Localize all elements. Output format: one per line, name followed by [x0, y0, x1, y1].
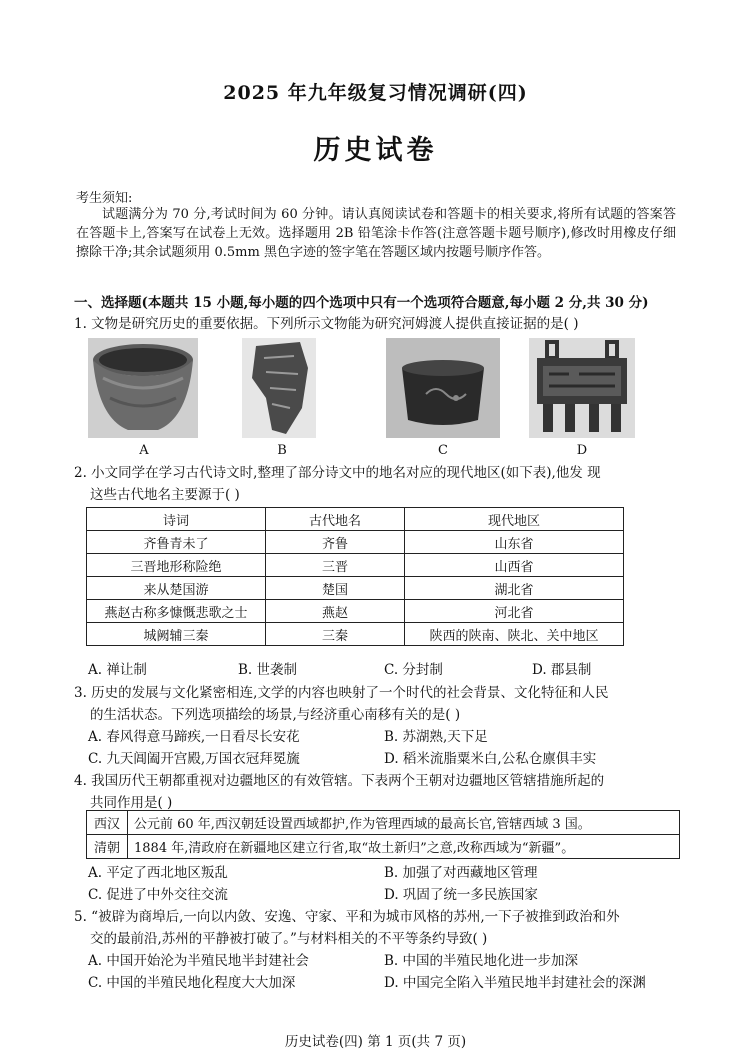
option-c: C. 促进了中外交往交流 — [88, 887, 228, 903]
notice-heading: 考生须知: — [76, 191, 133, 206]
question-1-stem: 1. 文物是研究历史的重要依据。下列所示文物能为研究河姆渡人提供直接证据的是( ) — [74, 316, 579, 332]
table-cell: 来从楚国游 — [87, 577, 266, 600]
table-cell: 楚国 — [266, 577, 405, 600]
artifact-a-pottery-bowl-image — [88, 338, 198, 438]
option-a: A. 禅让制 — [88, 662, 147, 678]
table-cell: 1884 年,清政府在新疆地区建立行省,取“故土新归”之意,改称西域为“新疆”。 — [128, 835, 680, 859]
question-2-stem-line-1: 2. 小文同学在学习古代诗文时,整理了部分诗文中的地名对应的现代地区(如下表),他发 现 — [74, 465, 601, 481]
artifact-b-bone-tool-image — [242, 338, 316, 438]
table-header-cell: 古代地名 — [266, 508, 405, 531]
option-b: B. 苏湖熟,天下足 — [384, 729, 488, 745]
option-c: C. 九天阊阖开宫殿,万国衣冠拜冕旒 — [88, 751, 300, 767]
artifact-d-label: D — [576, 443, 588, 458]
question-4-stem-line-1: 4. 我国历代王朝都重视对边疆地区的有效管辖。下表两个王朝对边疆地区管辖措施所起的 — [74, 773, 605, 789]
table-cell: 齐鲁 — [266, 531, 405, 554]
option-d: D. 中国完全陷入半殖民地半封建社会的深渊 — [384, 975, 646, 991]
table-cell: 湖北省 — [405, 577, 624, 600]
option-d: D. 郡县制 — [532, 662, 592, 678]
artifact-c-pottery-vessel-image — [386, 338, 500, 438]
question-4-stem-line-2: 共同作用是( ) — [90, 795, 173, 811]
table-cell: 城阙辅三秦 — [87, 623, 266, 646]
table-cell: 三晋 — [266, 554, 405, 577]
artifact-c-label: C — [438, 443, 448, 458]
table-row — [87, 811, 680, 835]
exam-title: 2025 年九年级复习情况调研(四) — [223, 82, 528, 104]
table-header-cell: 诗词 — [87, 508, 266, 531]
question-3-stem-line-1: 3. 历史的发展与文化紧密相连,文学的内容也映射了一个时代的社会背景、文化特征和人民 — [74, 685, 609, 701]
table-cell: 山西省 — [405, 554, 624, 577]
table-cell: 齐鲁青未了 — [87, 531, 266, 554]
artifact-d-bronze-ding-image — [529, 338, 635, 438]
question-2-stem-line-2: 这些古代地名主要源于( ) — [90, 487, 240, 503]
table-row — [87, 623, 624, 646]
question-2-table — [86, 507, 624, 646]
table-cell: 三秦 — [266, 623, 405, 646]
option-b: B. 世袭制 — [238, 662, 298, 678]
option-d: D. 稻米流脂粟米白,公私仓廪俱丰实 — [384, 751, 597, 767]
option-a: A. 春风得意马蹄疾,一日看尽长安花 — [88, 729, 300, 745]
table-row — [87, 531, 624, 554]
option-a: A. 平定了西北地区叛乱 — [88, 865, 228, 881]
table-cell: 三晋地形称险绝 — [87, 554, 266, 577]
notice-body: 试题满分为 70 分,考试时间为 60 分钟。请认真阅读试卷和答题卡的相关要求,将所有试题的答案答在答题卡上,答案写在试卷上无效。选择题用 2B 铅笔涂卡作答(注意答题卡题号顺序),修改时用橡皮仔细擦除干净;其余试题须用 0.5mm 黑色字迹的签字笔在答题区域内按题号顺序作答。 — [76, 207, 676, 260]
table-cell: 陕西的陕南、陕北、关中地区 — [405, 623, 624, 646]
table-header-cell: 现代地区 — [405, 508, 624, 531]
table-cell-era: 清朝 — [87, 835, 128, 859]
table-row — [87, 600, 624, 623]
question-4-table — [86, 810, 680, 859]
table-cell-era: 西汉 — [87, 811, 128, 835]
table-cell: 山东省 — [405, 531, 624, 554]
question-3 — [74, 682, 684, 726]
section-1-heading: 一、选择题(本题共 15 小题,每小题的四个选项中只有一个选项符合题意,每小题 2 分,共 30 分) — [74, 295, 649, 311]
question-1-artifacts — [0, 338, 751, 460]
table-cell: 河北省 — [405, 600, 624, 623]
table-row — [87, 554, 624, 577]
option-c: C. 分封制 — [384, 662, 443, 678]
option-a: A. 中国开始沦为半殖民地半封建社会 — [88, 953, 309, 969]
question-1 — [74, 313, 684, 335]
question-3-stem-line-2: 的生活状态。下列选项描绘的场景,与经济重心南移有关的是( ) — [90, 707, 461, 723]
table-row — [87, 835, 680, 859]
table-cell: 公元前 60 年,西汉朝廷设置西域都护,作为管理西域的最高长官,管辖西域 3 国。 — [128, 811, 680, 835]
table-header-row — [87, 508, 624, 531]
option-b: B. 中国的半殖民地化进一步加深 — [384, 953, 579, 969]
question-4 — [74, 770, 684, 814]
table-row — [87, 577, 624, 600]
question-5-stem-line-2: 交的最前沿,苏州的平静被打破了。”与材料相关的不平等条约导致( ) — [90, 931, 488, 947]
table-cell: 燕赵 — [266, 600, 405, 623]
table-cell: 燕赵古称多慷慨悲歌之士 — [87, 600, 266, 623]
exam-subject: 历史试卷 — [313, 135, 438, 166]
artifact-a-label: A — [139, 443, 149, 458]
option-c: C. 中国的半殖民地化程度大大加深 — [88, 975, 296, 991]
option-d: D. 巩固了统一多民族国家 — [384, 887, 538, 903]
question-5-stem-line-1: 5. “被辟为商埠后,一向以内敛、安逸、守家、平和为城市风格的苏州,一下子被推到政治和外 — [74, 909, 620, 925]
option-b: B. 加强了对西藏地区管理 — [384, 865, 538, 881]
question-5 — [74, 906, 684, 950]
page-footer: 历史试卷(四) 第 1 页(共 7 页) — [284, 1034, 467, 1050]
question-2 — [74, 462, 684, 506]
artifact-b-label: B — [277, 443, 287, 458]
